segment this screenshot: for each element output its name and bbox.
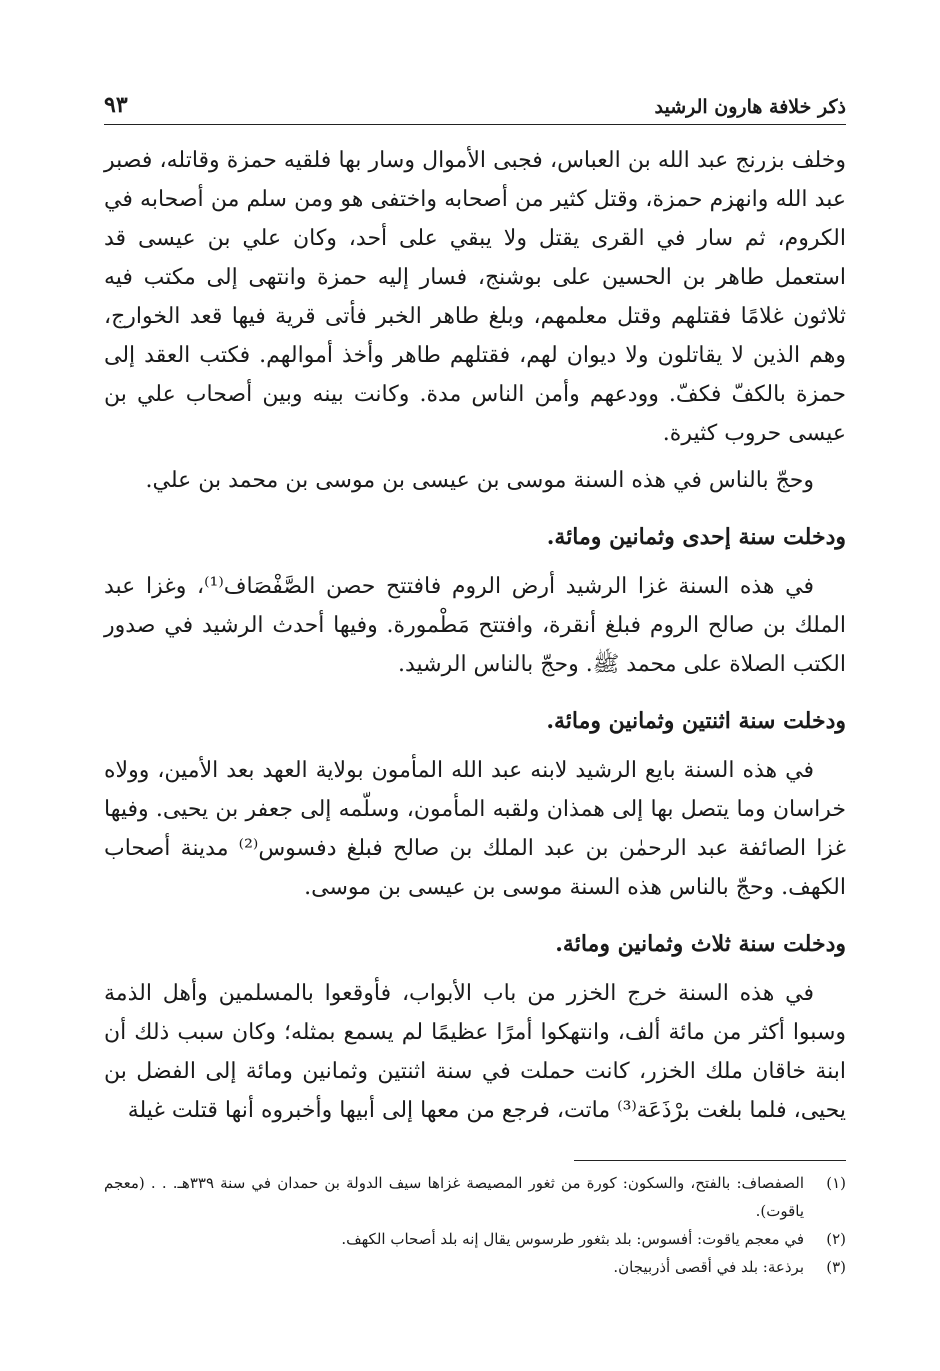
book-page [104, 78, 846, 1281]
footnote-text: برذعة: بلد في أقصى أذربيجان. [613, 1258, 804, 1276]
section-heading-181: ودخلت سنة إحدى وثمانين ومائة. [546, 524, 846, 550]
section-heading-183: ودخلت سنة ثلاث وثمانين ومائة. [555, 931, 846, 957]
footnote-1 [104, 1169, 846, 1225]
header-divider [104, 124, 846, 125]
footnote-text: في معجم ياقوت: أفسوس: بلد بثغور طرسوس يقال إنه بلد أصحاب الكهف. [341, 1230, 804, 1248]
paragraph-1: وخلف بزرنج عبد الله بن العباس، فجبى الأموال وسار بها فلقيه حمزة وقاتله، فصبر عبد الله وانهزم حمزة، وقتل كثير من أصحابه واختفى هو ومن سلم من أصحابه في الكروم، ثم سار في القرى يقتل ولا يبقي على أحد، وكان علي بن عيسى قد استعمل طاهر بن الحسين على بوشنج، فسار إليه حمزة وانتهى إلى مكتب فيه ثلاثون غلامًا فقتلهم وقتل معلمهم، وبلغ طاهر الخبر فأتى قرية فيها قعد الخوارج، وهم الذين لا يقاتلون ولا ديوان لهم، فقتلهم طاهر وأخذ أموالهم. فكتب العقد إلى حمزة بالكفّ فكفّ. وودعهم وأمن الناس مدة. وكانت بينه وبين أصحاب علي بن عيسى حروب كثيرة. [104, 148, 846, 446]
chapter-title: ذكر خلافة هارون الرشيد [654, 96, 846, 118]
footnote-text: الصفصاف: بالفتح، والسكون: كورة من ثغور المصيصة غزاها سيف الدولة بن حمدان في سنة ٣٣٩هـ. . . (معجم ياقوت). [104, 1174, 805, 1220]
footnote-number: (١) [826, 1174, 846, 1192]
footnote-divider [574, 1160, 846, 1161]
running-header [104, 78, 846, 118]
paragraph-2: وحجّ بالناس في هذه السنة موسى بن عيسى بن موسى بن محمد بن علي. [145, 468, 814, 493]
paragraph-4: في هذه السنة بايع الرشيد لابنه عبد الله المأمون بولاية العهد بعد الأمين، وولاه خراسان وما يتصل بها إلى همذان ولقبه المأمون، وسلّمه إلى جعفر بن يحيى. وفيها غزا الصائفة عبد الرحمٰن بن عبد الملك بن صالح فبلغ دفسوس⁽²⁾ مدينة أصحاب الكهف. وحجّ بالناس هذه السنة موسى بن عيسى بن موسى. [104, 758, 847, 900]
paragraph-5: في هذه السنة خرج الخزر من باب الأبواب، فأوقعوا بالمسلمين وأهل الذمة وسبوا أكثر من مائة ألف، وانتهكوا أمرًا عظيمًا لم يسمع بمثله؛ وكان سبب ذلك أن ابنة خاقان ملك الخزر، كانت حملت في سنة اثنتين وثمانين ومائة إلى الفضل بن يحيى، فلما بلغت برْذَعَة⁽³⁾ ماتت، فرجع من معها إلى أبيها وأخبروه أنها قتلت غيلة [104, 981, 846, 1123]
page-number: ٩٣ [104, 92, 128, 118]
paragraph-3: في هذه السنة غزا الرشيد أرض الروم فافتتح حصن الصَّفْصَاف⁽¹⁾، وغزا عبد الملك بن صالح الروم فبلغ أنقرة، وافتتح مَطْمورة. وفيها أحدث الرشيد في صدور الكتب الصلاة على محمد ﷺ. وحجّ بالناس الرشيد. [104, 574, 846, 677]
footnotes [104, 1169, 846, 1281]
footnote-2 [104, 1225, 846, 1253]
section-heading-182: ودخلت سنة اثنتين وثمانين ومائة. [546, 708, 846, 734]
footnote-3 [104, 1253, 846, 1281]
main-text [104, 141, 846, 1130]
footnote-number: (٣) [826, 1258, 846, 1276]
footnote-number: (٢) [826, 1230, 846, 1248]
